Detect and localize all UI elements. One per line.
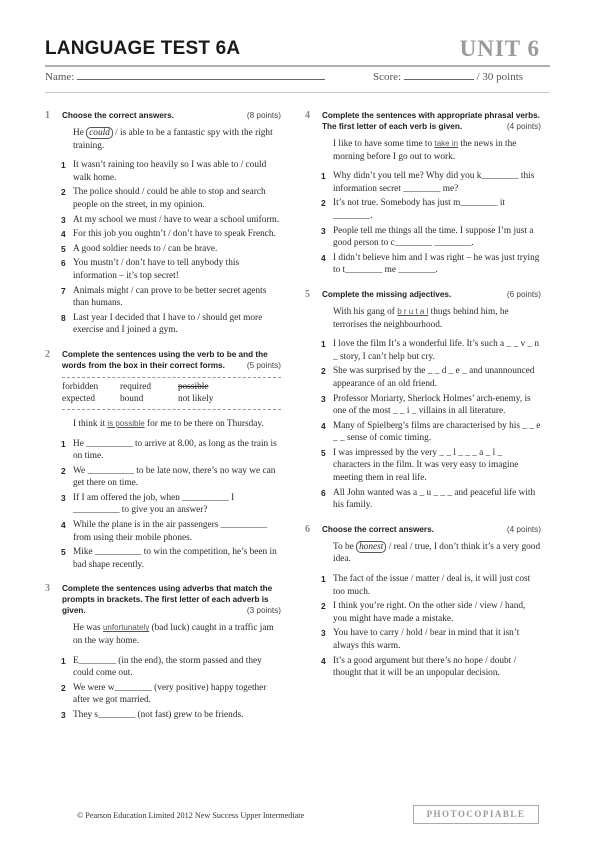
question-item: 8 Last year I decided that I have to / should get more exercise and I joined a gym. xyxy=(61,312,263,336)
section-heading xyxy=(45,110,281,121)
section-heading xyxy=(305,524,541,535)
test-title: LANGUAGE TEST 6A xyxy=(45,38,241,59)
section-body xyxy=(305,138,541,277)
question-item: 2 It’s not true. Somebody has just m________ it ________. xyxy=(321,198,505,221)
section-instruction: Choose the correct answers. xyxy=(322,524,434,534)
section-instruction: Complete the sentences with appropriate phrasal verbs. The first letter of each verb is given. xyxy=(322,111,540,131)
section-instruction: Complete the missing adjectives. xyxy=(322,289,452,299)
question-item: 2 I think you’re right. On the other side / view / hand, you might have made a mistake. xyxy=(321,601,526,624)
left-column xyxy=(45,110,281,734)
word-box-item: possible xyxy=(178,381,209,392)
question-item: 4 For this job you oughtn’t / don’t have to speak French. xyxy=(61,229,276,240)
section-points: (5 points) xyxy=(246,360,281,370)
question-item: 3 If I am offered the job, when __________ I __________ to give you an answer? xyxy=(61,492,235,516)
section-instruction: Choose the correct answers. xyxy=(62,111,174,120)
example-sentence: With his gang of b r u t a l thugs behind him, he terrorises the neighbourhood. xyxy=(333,306,509,330)
word-box-item: expected xyxy=(62,394,96,405)
word-box xyxy=(62,377,281,410)
section-body xyxy=(305,306,541,512)
question-item: 5 A good soldier needs to / can be brave. xyxy=(61,243,218,254)
example-answer: unfortunately xyxy=(102,623,150,633)
section-6 xyxy=(305,524,541,680)
name-row xyxy=(45,70,325,83)
example-answer: could xyxy=(86,127,113,139)
question-item: 1 Why didn’t you tell me? Why did you k________ this information secret ________ me? xyxy=(321,171,535,194)
question-item: 1 E________ (in the end), the storm passed and they could come out. xyxy=(61,655,262,679)
section-points: (3 points) xyxy=(246,606,281,616)
example-answer: b r u t a l xyxy=(397,306,429,316)
question-item: 6 All John wanted was a _ u _ _ _ and peaceful life with his family. xyxy=(321,487,536,511)
name-field[interactable] xyxy=(77,70,325,80)
question-item: 3 Professor Moriarty, Sherlock Holmes’ arch-enemy, is one of the most _ _ i _ villains in all literature. xyxy=(321,393,531,417)
section-number: 3 xyxy=(45,583,50,595)
question-item: 4 I didn’t believe him and I was right – he was just trying to t________ me ________. xyxy=(321,252,540,276)
right-column xyxy=(305,110,541,692)
question-item: 2 We __________ to be late now, there’s no way we can get there on time. xyxy=(61,465,276,489)
section-4 xyxy=(305,110,541,277)
section-heading xyxy=(305,110,541,132)
photocopiable-badge: PHOTOCOPIABLE xyxy=(413,805,539,824)
word-box-item: forbidden xyxy=(62,381,99,392)
footer-copyright: © Pearson Education Limited 2012 New Success Upper Intermediate xyxy=(77,811,305,820)
section-body xyxy=(305,541,541,680)
question-item: 5 Mike __________ to win the competition, he’s been in bad shape recently. xyxy=(61,547,277,570)
section-instruction: Complete the sentences using adverbs that match the prompts in brackets. The first letter of each adverb is given. xyxy=(62,584,273,616)
section-number: 5 xyxy=(305,288,310,300)
question-item: 2 We were w________ (very positive) happy together after we got married. xyxy=(61,682,267,706)
name-label: Name: xyxy=(45,71,75,83)
question-item: 7 Animals might / can prove to be better secret agents than humans. xyxy=(61,285,267,309)
question-item: 2 She was surprised by the _ _ d _ e _ and unannounced appearance of an old friend. xyxy=(321,366,535,389)
section-instruction: Complete the sentences using the verb to be and the words from the box in their correct forms. xyxy=(62,349,268,370)
question-item: 4 While the plane is in the air passengers __________ from using their mobile phones. xyxy=(61,520,268,543)
example-sentence: He could / is able to be a fantastic spy with the right training. xyxy=(73,128,273,151)
question-item: 1 He __________ to arrive at 8.00, as long as the train is on time. xyxy=(61,438,277,462)
example-sentence: To be honest / real / true, I don’t think it’s a very good idea. xyxy=(333,541,541,565)
question-item: 2 The police should / could be able to stop and search people on the street, in my opinion. xyxy=(61,187,266,210)
example-sentence: I like to have some time to take in the news in the morning before I go out to work. xyxy=(333,139,517,162)
example-answer: take in xyxy=(434,139,459,148)
question-item: 3 At my school we must / have to wear a school uniform. xyxy=(61,214,280,225)
question-item: 1 I love the film It’s a wonderful life. It’s such a _ _ v _ n _ story, I can’t help but cry. xyxy=(321,339,540,362)
section-points: (6 points) xyxy=(506,289,541,299)
example-sentence: I think it is possible for me to be there on Thursday. xyxy=(73,418,264,429)
question-item: 6 You mustn’t / don’t have to tell anybody this information – it’s top secret! xyxy=(61,258,240,281)
word-box-item: not likely xyxy=(178,394,214,405)
question-item: 4 It’s a good argument but there’s no hope / doubt / thought that it will be an unpopular decision. xyxy=(321,655,517,679)
section-heading xyxy=(305,289,541,300)
question-item: 3 They s________ (not fast) grew to be friends. xyxy=(61,710,244,720)
score-label: Score: xyxy=(373,71,402,83)
section-2 xyxy=(45,349,281,572)
question-item: 5 I was impressed by the very _ _ l _ _ _ a _ l _ characters in the film. It was very easy to imagine meeting them in real life. xyxy=(321,447,519,484)
example-answer: is possible xyxy=(107,418,145,428)
score-field[interactable] xyxy=(404,70,474,80)
section-body xyxy=(45,418,281,572)
score-total: / 30 points xyxy=(476,71,524,83)
header-divider xyxy=(45,65,550,67)
score-row xyxy=(373,70,523,83)
word-box-item: bound xyxy=(120,394,144,405)
section-body xyxy=(45,622,281,721)
section-3 xyxy=(45,583,281,721)
section-heading xyxy=(45,349,281,371)
section-5 xyxy=(305,289,541,512)
question-item: 4 Many of Spielberg’s films are characterised by his _ _ e _ _ sense of comic timing. xyxy=(321,420,541,444)
section-points: (4 points) xyxy=(506,524,541,534)
question-item: 1 It wasn’t raining too heavily so I was able to / could walk home. xyxy=(61,160,267,183)
section-number: 1 xyxy=(45,110,50,121)
question-item: 3 People tell me things all the time. I suppose I’m just a good person to c________ ________. xyxy=(321,225,534,249)
section-points: (4 points) xyxy=(506,122,541,131)
example-answer: honest xyxy=(356,541,386,553)
section-number: 4 xyxy=(305,110,310,121)
section-number: 2 xyxy=(45,348,50,360)
question-item: 1 The fact of the issue / matter / deal is, it will just cost too much. xyxy=(321,574,531,597)
example-sentence: He was unfortunately (bad luck) caught in a traffic jam on the way home. xyxy=(73,623,274,647)
question-item: 3 You have to carry / hold / bear in mind that it isn’t always this warm. xyxy=(321,628,520,651)
name-divider xyxy=(45,92,550,93)
section-points: (8 points) xyxy=(246,111,281,120)
unit-label: UNIT 6 xyxy=(459,36,540,61)
section-heading xyxy=(45,583,281,616)
section-number: 6 xyxy=(305,523,310,535)
word-box-item: required xyxy=(120,381,151,392)
section-body xyxy=(45,127,281,337)
section-1 xyxy=(45,110,281,337)
